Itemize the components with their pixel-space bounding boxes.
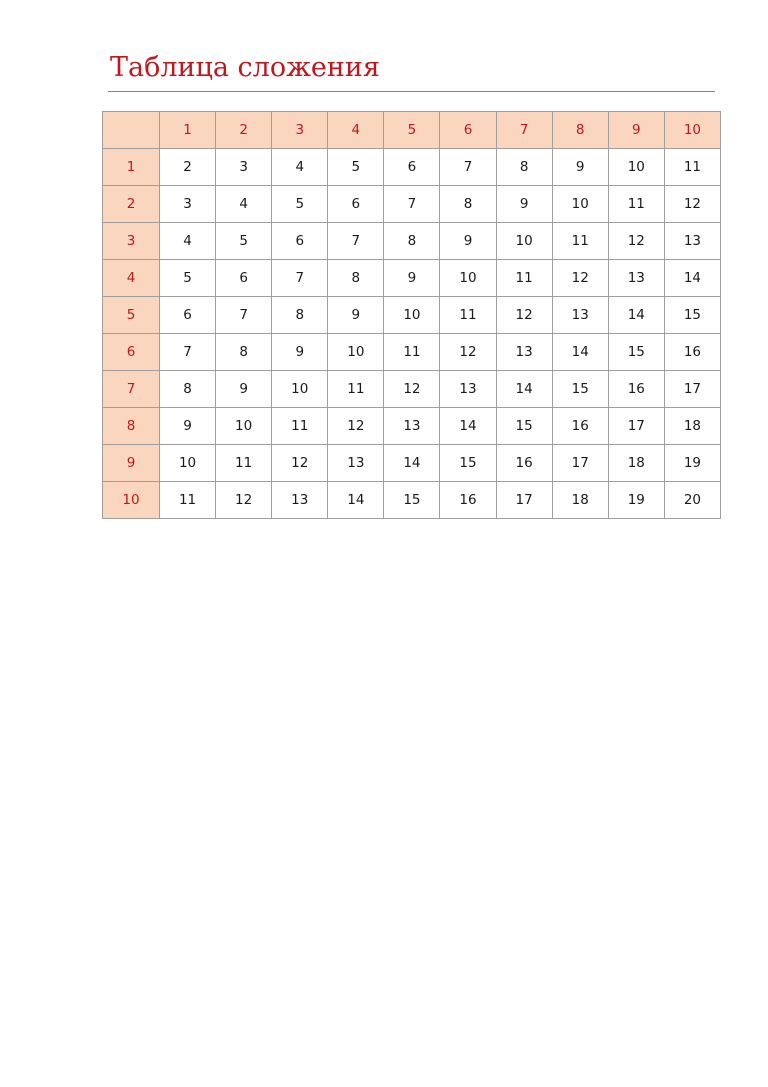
sum-cell: 11 bbox=[328, 371, 384, 408]
sum-cell: 2 bbox=[160, 149, 216, 186]
sum-cell: 14 bbox=[496, 371, 552, 408]
column-header: 3 bbox=[272, 112, 328, 149]
corner-cell bbox=[103, 112, 160, 149]
sum-cell: 6 bbox=[216, 260, 272, 297]
sum-cell: 9 bbox=[328, 297, 384, 334]
column-header: 9 bbox=[608, 112, 664, 149]
table-row bbox=[103, 186, 721, 223]
column-header: 4 bbox=[328, 112, 384, 149]
sum-cell: 9 bbox=[552, 149, 608, 186]
sum-cell: 10 bbox=[608, 149, 664, 186]
sum-cell: 7 bbox=[328, 223, 384, 260]
sum-cell: 11 bbox=[496, 260, 552, 297]
sum-cell: 18 bbox=[664, 408, 720, 445]
column-header: 2 bbox=[216, 112, 272, 149]
sum-cell: 11 bbox=[272, 408, 328, 445]
table-row bbox=[103, 408, 721, 445]
sum-cell: 14 bbox=[384, 445, 440, 482]
sum-cell: 9 bbox=[160, 408, 216, 445]
sum-cell: 5 bbox=[216, 223, 272, 260]
sum-cell: 4 bbox=[272, 149, 328, 186]
sum-cell: 7 bbox=[440, 149, 496, 186]
column-header: 1 bbox=[160, 112, 216, 149]
sum-cell: 19 bbox=[664, 445, 720, 482]
table-row bbox=[103, 223, 721, 260]
sum-cell: 18 bbox=[552, 482, 608, 519]
sum-cell: 8 bbox=[272, 297, 328, 334]
sum-cell: 13 bbox=[496, 334, 552, 371]
sum-cell: 14 bbox=[328, 482, 384, 519]
addition-table bbox=[102, 111, 721, 519]
table-row bbox=[103, 334, 721, 371]
sum-cell: 15 bbox=[496, 408, 552, 445]
table-body bbox=[103, 112, 721, 519]
sum-cell: 7 bbox=[216, 297, 272, 334]
sum-cell: 18 bbox=[608, 445, 664, 482]
table-row bbox=[103, 445, 721, 482]
sum-cell: 16 bbox=[664, 334, 720, 371]
sum-cell: 17 bbox=[608, 408, 664, 445]
sum-cell: 8 bbox=[160, 371, 216, 408]
sum-cell: 12 bbox=[328, 408, 384, 445]
sum-cell: 12 bbox=[440, 334, 496, 371]
sum-cell: 8 bbox=[216, 334, 272, 371]
sum-cell: 13 bbox=[328, 445, 384, 482]
sum-cell: 8 bbox=[328, 260, 384, 297]
sum-cell: 15 bbox=[664, 297, 720, 334]
sum-cell: 14 bbox=[608, 297, 664, 334]
sum-cell: 4 bbox=[216, 186, 272, 223]
page-title: Таблица сложения bbox=[110, 52, 380, 83]
table-row bbox=[103, 482, 721, 519]
sum-cell: 16 bbox=[496, 445, 552, 482]
sum-cell: 11 bbox=[552, 223, 608, 260]
sum-cell: 17 bbox=[664, 371, 720, 408]
sum-cell: 11 bbox=[160, 482, 216, 519]
sum-cell: 16 bbox=[608, 371, 664, 408]
column-header: 10 bbox=[664, 112, 720, 149]
row-header: 2 bbox=[103, 186, 160, 223]
sum-cell: 10 bbox=[272, 371, 328, 408]
sum-cell: 11 bbox=[384, 334, 440, 371]
sum-cell: 13 bbox=[440, 371, 496, 408]
sum-cell: 6 bbox=[160, 297, 216, 334]
table-row bbox=[103, 260, 721, 297]
row-header: 4 bbox=[103, 260, 160, 297]
sum-cell: 10 bbox=[160, 445, 216, 482]
sum-cell: 10 bbox=[552, 186, 608, 223]
row-header: 9 bbox=[103, 445, 160, 482]
row-header: 6 bbox=[103, 334, 160, 371]
sum-cell: 20 bbox=[664, 482, 720, 519]
sum-cell: 13 bbox=[664, 223, 720, 260]
sum-cell: 15 bbox=[384, 482, 440, 519]
sum-cell: 10 bbox=[496, 223, 552, 260]
sum-cell: 17 bbox=[496, 482, 552, 519]
sum-cell: 9 bbox=[496, 186, 552, 223]
sum-cell: 14 bbox=[664, 260, 720, 297]
sum-cell: 7 bbox=[272, 260, 328, 297]
sum-cell: 10 bbox=[384, 297, 440, 334]
sum-cell: 10 bbox=[440, 260, 496, 297]
sum-cell: 12 bbox=[608, 223, 664, 260]
sum-cell: 15 bbox=[440, 445, 496, 482]
sum-cell: 16 bbox=[440, 482, 496, 519]
sum-cell: 12 bbox=[384, 371, 440, 408]
row-header: 10 bbox=[103, 482, 160, 519]
table-row bbox=[103, 149, 721, 186]
sum-cell: 8 bbox=[496, 149, 552, 186]
sum-cell: 3 bbox=[160, 186, 216, 223]
sum-cell: 12 bbox=[552, 260, 608, 297]
title-underline bbox=[108, 91, 715, 92]
row-header: 7 bbox=[103, 371, 160, 408]
sum-cell: 12 bbox=[664, 186, 720, 223]
row-header: 1 bbox=[103, 149, 160, 186]
sum-cell: 13 bbox=[552, 297, 608, 334]
sum-cell: 13 bbox=[384, 408, 440, 445]
sum-cell: 11 bbox=[664, 149, 720, 186]
sum-cell: 6 bbox=[272, 223, 328, 260]
sum-cell: 6 bbox=[328, 186, 384, 223]
sum-cell: 5 bbox=[160, 260, 216, 297]
sum-cell: 9 bbox=[216, 371, 272, 408]
sum-cell: 5 bbox=[328, 149, 384, 186]
row-header: 8 bbox=[103, 408, 160, 445]
sum-cell: 11 bbox=[216, 445, 272, 482]
sum-cell: 10 bbox=[216, 408, 272, 445]
row-header: 5 bbox=[103, 297, 160, 334]
sum-cell: 13 bbox=[272, 482, 328, 519]
column-header: 6 bbox=[440, 112, 496, 149]
sum-cell: 3 bbox=[216, 149, 272, 186]
sum-cell: 12 bbox=[496, 297, 552, 334]
sum-cell: 13 bbox=[608, 260, 664, 297]
column-header: 7 bbox=[496, 112, 552, 149]
sum-cell: 8 bbox=[440, 186, 496, 223]
row-header: 3 bbox=[103, 223, 160, 260]
sum-cell: 11 bbox=[608, 186, 664, 223]
sum-cell: 16 bbox=[552, 408, 608, 445]
table-row bbox=[103, 371, 721, 408]
sum-cell: 4 bbox=[160, 223, 216, 260]
sum-cell: 11 bbox=[440, 297, 496, 334]
sum-cell: 12 bbox=[216, 482, 272, 519]
sum-cell: 9 bbox=[384, 260, 440, 297]
column-header: 5 bbox=[384, 112, 440, 149]
header-row bbox=[103, 112, 721, 149]
sum-cell: 12 bbox=[272, 445, 328, 482]
sum-cell: 17 bbox=[552, 445, 608, 482]
sum-cell: 15 bbox=[608, 334, 664, 371]
sum-cell: 9 bbox=[440, 223, 496, 260]
sum-cell: 6 bbox=[384, 149, 440, 186]
sum-cell: 7 bbox=[160, 334, 216, 371]
sum-cell: 15 bbox=[552, 371, 608, 408]
sum-cell: 7 bbox=[384, 186, 440, 223]
sum-cell: 10 bbox=[328, 334, 384, 371]
table-row bbox=[103, 297, 721, 334]
sum-cell: 14 bbox=[552, 334, 608, 371]
sum-cell: 9 bbox=[272, 334, 328, 371]
sum-cell: 8 bbox=[384, 223, 440, 260]
sum-cell: 5 bbox=[272, 186, 328, 223]
sum-cell: 19 bbox=[608, 482, 664, 519]
sum-cell: 14 bbox=[440, 408, 496, 445]
column-header: 8 bbox=[552, 112, 608, 149]
